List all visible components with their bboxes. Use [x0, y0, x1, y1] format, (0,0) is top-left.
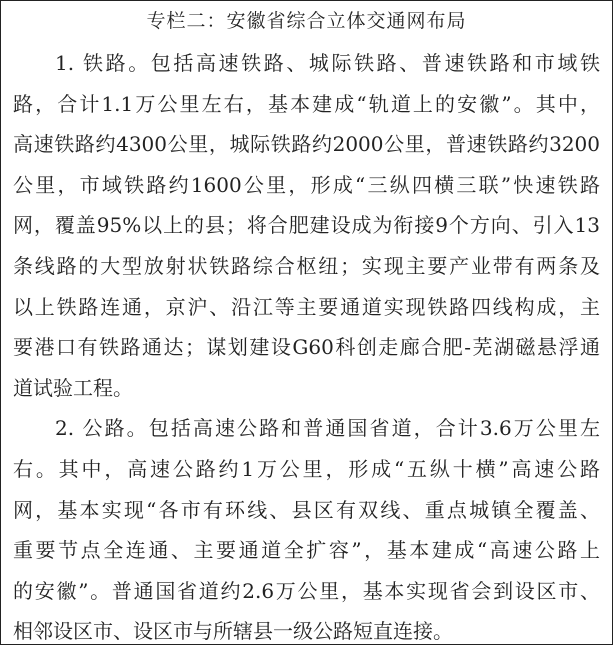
- text-line: 路，合计1.1万公里左右，基本建成“轨道上的安徽”。其中，: [13, 91, 600, 116]
- text-line: 的安徽”。普通国省道约2.6万公里，基本实现省会到设区市、: [13, 578, 600, 603]
- text-line: 条线路的大型放射状铁路综合枢纽；实现主要产业带有两条及: [13, 253, 600, 278]
- text-line: 右。其中，高速公路约1万公里，形成“五纵十横”高速公路: [13, 456, 600, 481]
- box-title: 专栏二：安徽省综合立体交通网布局: [146, 10, 467, 32]
- text-line: 相邻设区市、设区市与所辖县一级公路短直连接。: [13, 619, 453, 644]
- text-line: 1. 铁路。包括高速铁路、城际铁路、普速铁路和市域铁: [55, 51, 600, 75]
- text-line: 重要节点全连通、主要通道全扩容”，基本建成“高速公路上: [13, 538, 600, 563]
- text-line: 要港口有铁路通达；谋划建设G60科创走廊合肥-芜湖磁悬浮通: [13, 335, 600, 360]
- paragraph-highway: [1, 408, 612, 645]
- text-line: 公里，市域铁路约1600公里，形成“三纵四横三联”快速铁路: [13, 172, 600, 197]
- paragraph-railway: [1, 43, 612, 408]
- text-line: 网，覆盖95%以上的县；将合肥建设成为衔接9个方向、引入13: [13, 213, 600, 238]
- text-line: 2. 公路。包括高速公路和普通国省道，合计3.6万公里左: [55, 416, 600, 441]
- text-line: 网，基本实现“各市有环线、县区有双线、重点城镇全覆盖、: [13, 497, 600, 522]
- text-line: 道试验工程。: [13, 375, 133, 400]
- text-line: 以上铁路连通，京沪、沿江等主要通道实现铁路四线构成，主: [13, 294, 600, 319]
- text-line: 高速铁路约4300公里，城际铁路约2000公里，普速铁路约3200: [13, 132, 600, 157]
